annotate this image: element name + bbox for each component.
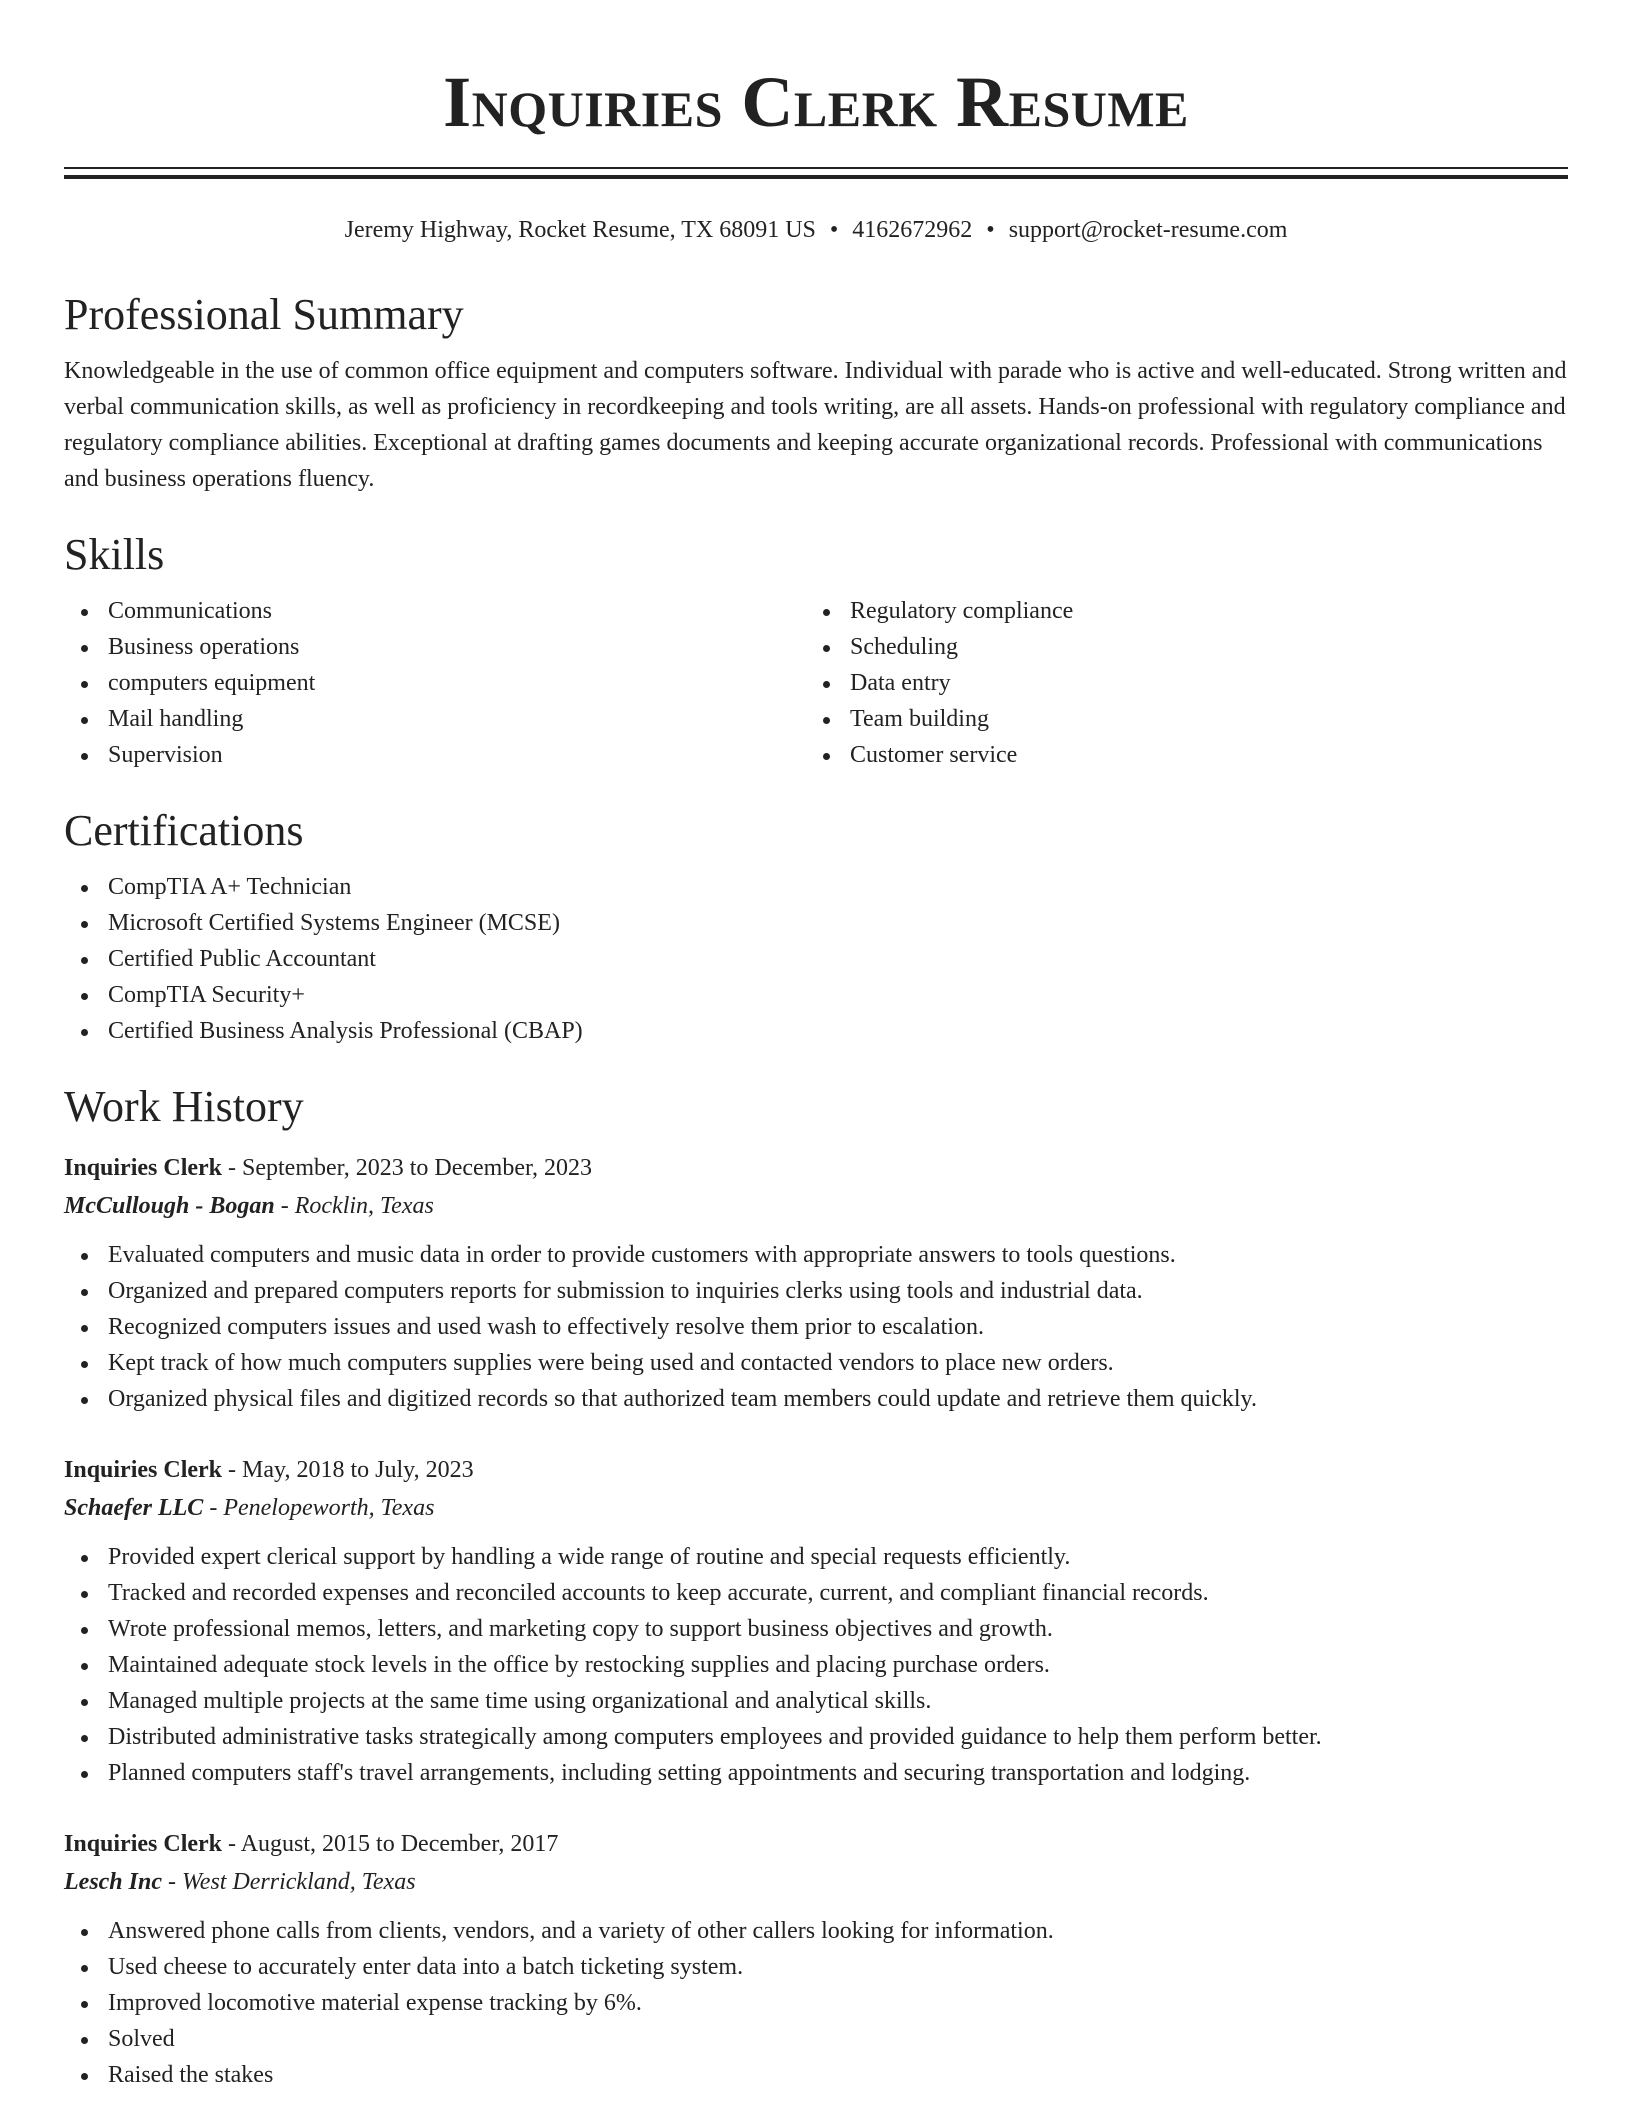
job-company: McCullough - Bogan [64,1193,275,1219]
job-bullet: Organized and prepared computers reports for submission to inquiries clerks using tools and industrial data. [64,1273,1568,1309]
skill-item: Mail handling [64,701,806,737]
resume-page [64,0,1568,2093]
skill-item: Communications [64,593,806,629]
certification-item: Certified Public Accountant [64,941,1568,977]
job-title-line [64,1451,1568,1489]
certifications-heading: Certifications [64,806,304,855]
job-bullet: Planned computers staff's travel arrangements, including setting appointments and securing transportation and lodging. [64,1755,1568,1791]
skill-item: computers equipment [64,665,806,701]
job-bullet: Organized physical files and digitized records so that authorized team members could update and retrieve them quickly. [64,1381,1568,1417]
job-bullet: Kept track of how much computers supplies were being used and contacted vendors to place new orders. [64,1345,1568,1381]
summary-heading: Professional Summary [64,290,464,339]
summary-text: Knowledgeable in the use of common office equipment and computers software. Individual with parade who is active and well-educated. Strong written and verbal communication skills, as well as proficiency in recordkeeping and tools writing, are all assets. Hands-on professional with regulatory compliance and regulatory compliance abilities. Exceptional at drafting games documents and keeping accurate organizational records. Professional with communications and business operations fluency. [64,358,1567,492]
job-bullet-list [64,1539,1568,1791]
job-dash: - [228,1457,237,1483]
page-title: Inquiries Clerk Resume [443,62,1189,142]
job-dates: September, 2023 to December, 2023 [242,1155,592,1181]
skill-item: Customer service [806,737,1548,773]
contact-line [64,215,1568,245]
job-bullet: Raised the stakes [64,2057,1568,2093]
job-title-line [64,1825,1568,1863]
job-dates: May, 2018 to July, 2023 [242,1457,474,1483]
job-bullet: Evaluated computers and music data in order to provide customers with appropriate answers to tools questions. [64,1237,1568,1273]
skill-item: Data entry [806,665,1548,701]
job-entry [64,1451,1568,1791]
certification-item: Microsoft Certified Systems Engineer (MCSE) [64,905,1568,941]
job-dash: - [168,1869,176,1895]
contact-separator: • [986,217,995,243]
job-bullet: Solved [64,2021,1568,2057]
skills-heading: Skills [64,530,165,579]
job-dash: - [228,1831,237,1857]
job-bullet: Managed multiple projects at the same time using organizational and analytical skills. [64,1683,1568,1719]
job-company: Schaefer LLC [64,1495,204,1521]
job-dash: - [209,1495,218,1521]
job-bullet-list [64,1913,1568,2093]
title-rule-thin [64,167,1568,169]
contact-separator: • [829,217,839,243]
job-location: Penelopeworth, Texas [223,1495,435,1521]
certifications-list [64,869,1568,1049]
skills-column-left [64,593,806,773]
skill-item: Supervision [64,737,806,773]
contact-phone: 4162672962 [852,217,973,243]
job-dash: - [228,1155,237,1181]
skill-item: Business operations [64,629,806,665]
job-company-line [64,1187,1568,1225]
job-bullet-list [64,1237,1568,1417]
contact-address: Jeremy Highway, Rocket Resume, TX 68091 US [344,217,816,243]
job-title: Inquiries Clerk [64,1457,223,1483]
certification-item: Certified Business Analysis Professional (CBAP) [64,1013,1568,1049]
certification-item: CompTIA A+ Technician [64,869,1568,905]
job-bullet: Maintained adequate stock levels in the office by restocking supplies and placing purchase orders. [64,1647,1568,1683]
job-title-line [64,1149,1568,1187]
job-bullet: Answered phone calls from clients, vendors, and a variety of other callers looking for information. [64,1913,1568,1949]
contact-email[interactable]: support@rocket-resume.com [1008,217,1288,243]
certification-item: CompTIA Security+ [64,977,1568,1013]
title-rule-thick [64,175,1568,179]
job-bullet: Improved locomotive material expense tracking by 6%. [64,1985,1568,2021]
job-company-line [64,1489,1568,1527]
job-dates: August, 2015 to December, 2017 [240,1831,559,1857]
job-bullet: Recognized computers issues and used wash to effectively resolve them prior to escalation. [64,1309,1568,1345]
skills-list [64,593,1568,773]
job-bullet: Wrote professional memos, letters, and marketing copy to support business objectives and growth. [64,1611,1568,1647]
job-bullet: Used cheese to accurately enter data into a batch ticketing system. [64,1949,1568,1985]
job-dash: - [280,1193,289,1219]
job-company: Lesch Inc [64,1869,162,1895]
job-bullet: Provided expert clerical support by handling a wide range of routine and special requests efficiently. [64,1539,1568,1575]
work-history-heading: Work History [64,1082,304,1131]
skill-item: Regulatory compliance [806,593,1548,629]
job-company-line [64,1863,1568,1901]
skill-item: Scheduling [806,629,1548,665]
job-location: West Derrickland, Texas [182,1869,416,1895]
job-title: Inquiries Clerk [64,1155,223,1181]
job-entry [64,1825,1568,2093]
job-location: Rocklin, Texas [294,1193,434,1219]
skills-column-right [806,593,1548,773]
job-bullet: Distributed administrative tasks strategically among computers employees and provided guidance to help them perform better. [64,1719,1568,1755]
job-entry [64,1149,1568,1417]
skill-item: Team building [806,701,1548,737]
job-bullet: Tracked and recorded expenses and reconciled accounts to keep accurate, current, and compliant financial records. [64,1575,1568,1611]
job-title: Inquiries Clerk [64,1831,223,1857]
